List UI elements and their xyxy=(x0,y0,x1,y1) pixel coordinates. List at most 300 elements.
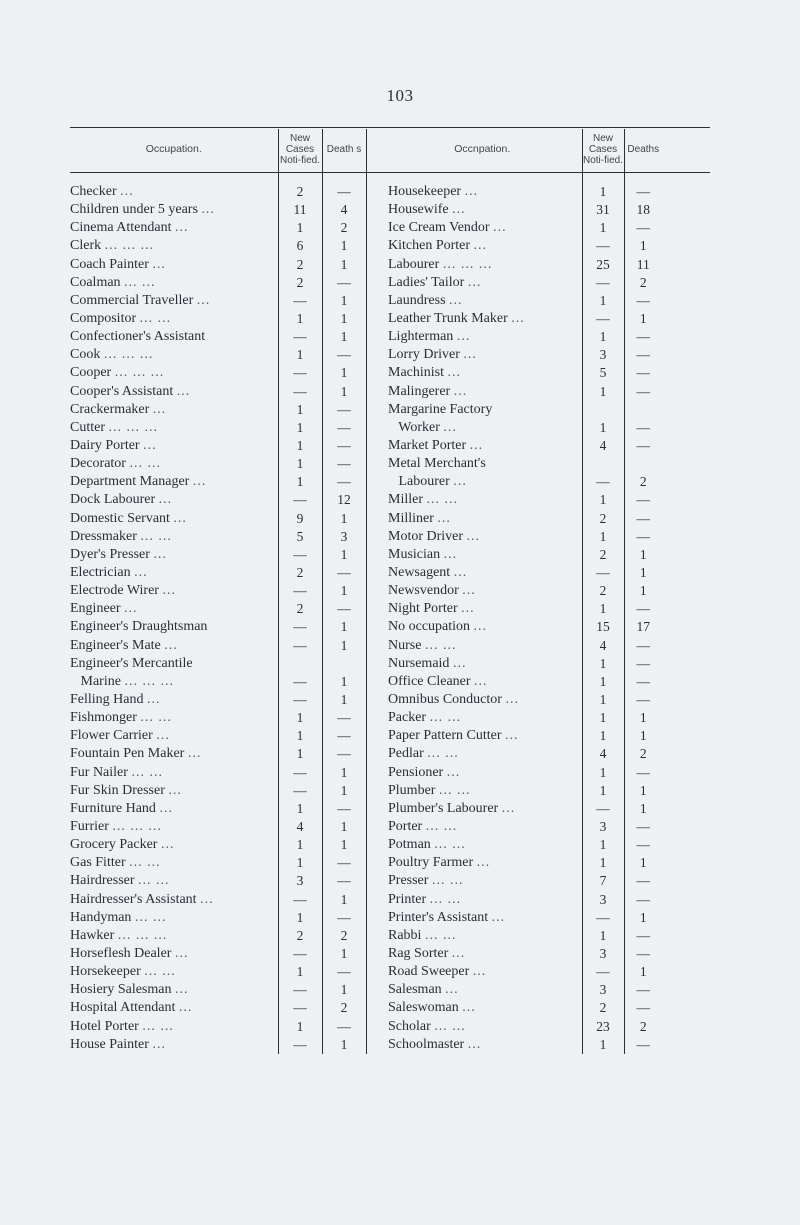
deaths-right: — xyxy=(624,219,662,237)
leader-dots: ... xyxy=(452,202,466,218)
deaths-left: 12 xyxy=(322,491,366,509)
deaths-right: — xyxy=(624,890,662,908)
new-cases-left: — xyxy=(278,328,322,346)
column-gap xyxy=(366,1036,383,1054)
deaths-left: 1 xyxy=(322,256,366,274)
occupation-right xyxy=(383,927,582,945)
occupation-name: Ice Cream Vendor xyxy=(388,220,490,236)
occupation-name: Plumber xyxy=(388,782,436,798)
leader-dots: ... xyxy=(159,800,173,816)
occupation-name: Potman xyxy=(388,837,431,853)
trailing-cell xyxy=(662,745,710,763)
new-cases-left: 1 xyxy=(278,963,322,981)
new-cases-left: 3 xyxy=(278,872,322,890)
occupation-name: Printer xyxy=(388,891,427,907)
deaths-right: — xyxy=(624,927,662,945)
deaths-right: 1 xyxy=(624,237,662,255)
occupation-name: Printer's Assistant xyxy=(388,909,489,925)
occupation-right xyxy=(383,890,582,908)
leader-dots: ... xyxy=(201,202,215,218)
trailing-cell xyxy=(662,173,710,202)
deaths-left: 1 xyxy=(322,383,366,401)
occupation-name: Crackermaker xyxy=(70,401,150,417)
new-cases-left: 2 xyxy=(278,173,322,202)
occupation-right xyxy=(383,173,582,202)
deaths-left: — xyxy=(322,600,366,618)
new-cases-right: 1 xyxy=(582,173,624,202)
new-cases-left: 2 xyxy=(278,564,322,582)
leader-dots: ... xyxy=(153,546,167,562)
column-gap xyxy=(366,890,383,908)
occupation-right xyxy=(383,437,582,455)
deaths-right: — xyxy=(624,292,662,310)
new-cases-right: 2 xyxy=(582,546,624,564)
new-cases-right: 3 xyxy=(582,346,624,364)
trailing-cell xyxy=(662,1036,710,1054)
column-gap xyxy=(366,618,383,636)
occupation-name: Lorry Driver xyxy=(388,347,460,363)
occupation-right xyxy=(383,637,582,655)
new-cases-right: — xyxy=(582,310,624,328)
new-cases-right: 1 xyxy=(582,691,624,709)
new-cases-right xyxy=(582,455,624,473)
leader-dots: ... xyxy=(124,601,138,617)
leader-dots: ... xyxy=(511,311,525,327)
deaths-right: 1 xyxy=(624,800,662,818)
leader-dots: ... ... xyxy=(427,746,459,762)
table-row xyxy=(70,173,710,202)
column-gap xyxy=(366,564,383,582)
occupation-name: Electrode Wirer xyxy=(70,583,159,599)
occupation-name: Newsagent xyxy=(388,565,451,581)
deaths-right: — xyxy=(624,510,662,528)
occupation-left xyxy=(70,237,278,255)
occupation-name: Housekeeper xyxy=(388,184,462,200)
deaths-right: — xyxy=(624,818,662,836)
new-cases-left: 1 xyxy=(278,836,322,854)
new-cases-left: 2 xyxy=(278,274,322,292)
table-row xyxy=(70,709,710,727)
occupation-name: Metal Merchant's xyxy=(388,456,486,472)
table-row xyxy=(70,274,710,292)
occupation-name: Office Cleaner xyxy=(388,673,471,689)
deaths-left: 1 xyxy=(322,890,366,908)
table-row xyxy=(70,582,710,600)
occupation-left xyxy=(70,655,278,673)
occupation-name: Milliner xyxy=(388,510,434,526)
leader-dots: ... xyxy=(491,909,506,925)
column-gap xyxy=(366,346,383,364)
occupation-name: Horsekeeper xyxy=(70,964,141,980)
leader-dots: ... xyxy=(196,292,211,308)
new-cases-right: 1 xyxy=(582,528,624,546)
new-cases-right: 1 xyxy=(582,727,624,745)
column-gap xyxy=(366,945,383,963)
occupation-right xyxy=(383,292,582,310)
table-row xyxy=(70,600,710,618)
leader-dots: ... ... xyxy=(434,837,466,853)
trailing-cell xyxy=(662,999,710,1017)
table-row xyxy=(70,1036,710,1054)
table-row xyxy=(70,655,710,673)
occupation-right xyxy=(383,836,582,854)
new-cases-right: 25 xyxy=(582,256,624,274)
occupation-name: Malingerer xyxy=(388,383,451,399)
occupation-name: Horseflesh Dealer xyxy=(70,945,172,961)
deaths-left: 1 xyxy=(322,1036,366,1054)
column-gap xyxy=(366,655,383,673)
occupation-left xyxy=(70,872,278,890)
occupation-left xyxy=(70,383,278,401)
header-new-cases-left: New Cases Noti-fied. xyxy=(278,129,322,173)
column-gap xyxy=(366,727,383,745)
deaths-left: 1 xyxy=(322,364,366,382)
occupation-left xyxy=(70,364,278,382)
deaths-left: 1 xyxy=(322,818,366,836)
leader-dots: ... xyxy=(120,184,134,200)
occupation-left xyxy=(70,727,278,745)
leader-dots: ... xyxy=(174,220,189,236)
trailing-cell xyxy=(662,945,710,963)
occupation-name: Dressmaker xyxy=(70,528,137,544)
trailing-cell xyxy=(662,364,710,382)
trailing-cell xyxy=(662,491,710,509)
new-cases-left: 1 xyxy=(278,800,322,818)
leader-dots: ... xyxy=(453,383,468,399)
new-cases-left: — xyxy=(278,364,322,382)
occupation-name: Hotel Porter xyxy=(70,1018,139,1034)
trailing-cell xyxy=(662,963,710,981)
occupation-name: Engineer's Mate xyxy=(70,637,161,653)
trailing-cell xyxy=(662,346,710,364)
occupation-left xyxy=(70,637,278,655)
occupation-right xyxy=(383,219,582,237)
occupation-right xyxy=(383,491,582,509)
trailing-cell xyxy=(662,274,710,292)
column-gap xyxy=(366,219,383,237)
leader-dots: ... xyxy=(476,855,491,871)
leader-dots: ... xyxy=(467,1036,482,1052)
leader-dots: ... xyxy=(168,782,182,798)
table-row xyxy=(70,292,710,310)
column-gap xyxy=(366,201,383,219)
occupation-name: Domestic Servant xyxy=(70,510,170,526)
table-row xyxy=(70,764,710,782)
column-gap xyxy=(366,999,383,1017)
deaths-right: 1 xyxy=(624,546,662,564)
occupation-left xyxy=(70,419,278,437)
occupation-name: Nursemaid xyxy=(388,655,450,671)
deaths-left: 4 xyxy=(322,201,366,219)
new-cases-left xyxy=(278,655,322,673)
deaths-right: — xyxy=(624,328,662,346)
new-cases-left: — xyxy=(278,1036,322,1054)
new-cases-right: 2 xyxy=(582,999,624,1017)
deaths-left: — xyxy=(322,473,366,491)
new-cases-right: 1 xyxy=(582,419,624,437)
occupation-right xyxy=(383,655,582,673)
occupation-name: Poultry Farmer xyxy=(388,855,474,871)
column-gap xyxy=(366,546,383,564)
occupation-right xyxy=(383,691,582,709)
occupation-left xyxy=(70,764,278,782)
trailing-cell xyxy=(662,383,710,401)
new-cases-right: 3 xyxy=(582,890,624,908)
deaths-left xyxy=(322,655,366,673)
leader-dots: ... xyxy=(156,728,170,744)
deaths-left: 1 xyxy=(322,618,366,636)
leader-dots: ... xyxy=(160,837,175,853)
deaths-left: 1 xyxy=(322,310,366,328)
occupation-left xyxy=(70,219,278,237)
table-row xyxy=(70,219,710,237)
new-cases-left: 1 xyxy=(278,437,322,455)
deaths-left: 2 xyxy=(322,999,366,1017)
occupation-right xyxy=(383,909,582,927)
occupation-right xyxy=(383,528,582,546)
column-gap xyxy=(366,927,383,945)
occupation-right xyxy=(383,346,582,364)
deaths-right xyxy=(624,401,662,419)
occupation-left xyxy=(70,1017,278,1035)
table-row xyxy=(70,437,710,455)
deaths-left: — xyxy=(322,709,366,727)
occupation-left xyxy=(70,401,278,419)
deaths-right: 2 xyxy=(624,274,662,292)
new-cases-left: 2 xyxy=(278,927,322,945)
occupation-name: Fishmonger xyxy=(70,710,137,726)
leader-dots: ... ... xyxy=(129,456,161,472)
occupation-name: No occupation xyxy=(388,619,471,635)
occupation-left xyxy=(70,455,278,473)
header-deaths-left: Death s xyxy=(322,129,366,173)
table-row xyxy=(70,927,710,945)
deaths-left: — xyxy=(322,745,366,763)
deaths-left: 1 xyxy=(322,764,366,782)
column-gap xyxy=(366,909,383,927)
occupation-name: Hawker xyxy=(70,927,115,943)
leader-dots: ... ... ... xyxy=(103,347,154,363)
trailing-cell xyxy=(662,981,710,999)
new-cases-right: 3 xyxy=(582,981,624,999)
deaths-left: — xyxy=(322,909,366,927)
new-cases-left: 1 xyxy=(278,419,322,437)
occupation-right xyxy=(383,800,582,818)
column-gap xyxy=(366,510,383,528)
new-cases-left: 1 xyxy=(278,401,322,419)
leader-dots: ... xyxy=(447,365,461,381)
table-row xyxy=(70,1017,710,1035)
leader-dots: ... ... xyxy=(124,274,156,290)
table-row xyxy=(70,346,710,364)
leader-dots: ... ... xyxy=(140,710,172,726)
trailing-cell xyxy=(662,764,710,782)
leader-dots: ... xyxy=(192,474,207,490)
leader-dots: ... xyxy=(446,764,461,780)
new-cases-left: 1 xyxy=(278,854,322,872)
occupation-right xyxy=(383,328,582,346)
occupation-left xyxy=(70,854,278,872)
occupation-left xyxy=(70,945,278,963)
occupation-name: Hosiery Salesman xyxy=(70,982,172,998)
occupation-right xyxy=(383,782,582,800)
occupation-name: Cooper's Assistant xyxy=(70,383,174,399)
occupation-right xyxy=(383,582,582,600)
occupation-left xyxy=(70,274,278,292)
leader-dots: ... ... xyxy=(424,637,457,653)
trailing-cell xyxy=(662,201,710,219)
occupation-right xyxy=(383,1036,582,1054)
column-gap xyxy=(366,600,383,618)
table-row xyxy=(70,854,710,872)
occupation-name: Pensioner xyxy=(388,764,444,780)
column-gap xyxy=(366,256,383,274)
table-row xyxy=(70,872,710,890)
table-row xyxy=(70,401,710,419)
occupation-right xyxy=(383,383,582,401)
occupation-name: Decorator xyxy=(70,456,126,472)
new-cases-left: 1 xyxy=(278,219,322,237)
leader-dots: ... xyxy=(443,419,457,435)
new-cases-right: 31 xyxy=(582,201,624,219)
column-gap xyxy=(366,872,383,890)
deaths-left: 1 xyxy=(322,691,366,709)
trailing-cell xyxy=(662,709,710,727)
occupation-left xyxy=(70,582,278,600)
leader-dots: ... xyxy=(452,655,467,671)
occupation-left xyxy=(70,691,278,709)
occupation-name: Packer xyxy=(388,710,427,726)
column-gap xyxy=(366,981,383,999)
table-row xyxy=(70,800,710,818)
new-cases-right: 3 xyxy=(582,945,624,963)
deaths-right: — xyxy=(624,173,662,202)
leader-dots: ... xyxy=(501,800,516,816)
new-cases-right: — xyxy=(582,564,624,582)
deaths-left: 1 xyxy=(322,782,366,800)
deaths-left: 2 xyxy=(322,219,366,237)
column-gap xyxy=(366,800,383,818)
occupation-left xyxy=(70,981,278,999)
table-row xyxy=(70,999,710,1017)
leader-dots: ... ... xyxy=(139,311,172,327)
new-cases-right: 1 xyxy=(582,836,624,854)
occupation-name: Grocery Packer xyxy=(70,837,158,853)
occupation-name: Hospital Attendant xyxy=(70,1000,176,1016)
leader-dots: ... xyxy=(152,1036,166,1052)
new-cases-left: 1 xyxy=(278,310,322,328)
top-rule xyxy=(70,127,710,128)
leader-dots: ... ... xyxy=(144,964,176,980)
table-row xyxy=(70,564,710,582)
trailing-cell xyxy=(662,800,710,818)
deaths-left: — xyxy=(322,872,366,890)
trailing-cell xyxy=(662,328,710,346)
deaths-right: 11 xyxy=(624,256,662,274)
column-gap xyxy=(366,745,383,763)
trailing-cell xyxy=(662,437,710,455)
table-row xyxy=(70,528,710,546)
occupation-left xyxy=(70,673,278,691)
trailing-cell xyxy=(662,691,710,709)
leader-dots: ... ... ... xyxy=(117,927,168,943)
new-cases-left: 6 xyxy=(278,237,322,255)
new-cases-right: 15 xyxy=(582,618,624,636)
column-gap xyxy=(366,1017,383,1035)
leader-dots: ... ... xyxy=(138,873,170,889)
column-gap xyxy=(366,173,383,202)
trailing-cell xyxy=(662,546,710,564)
new-cases-right: 1 xyxy=(582,328,624,346)
occupation-name: Kitchen Porter xyxy=(388,238,471,254)
deaths-left: — xyxy=(322,800,366,818)
deaths-right: 1 xyxy=(624,909,662,927)
new-cases-left: 2 xyxy=(278,256,322,274)
leader-dots: ... xyxy=(174,945,189,961)
table-row xyxy=(70,836,710,854)
leader-dots: ... xyxy=(158,492,173,508)
leader-dots: ... xyxy=(467,274,482,290)
trailing-cell xyxy=(662,854,710,872)
occupation-name: Margarine Factory xyxy=(388,401,493,417)
header-trailing xyxy=(662,129,710,173)
deaths-left: — xyxy=(322,173,366,202)
new-cases-left: — xyxy=(278,491,322,509)
occupation-name: Labourer xyxy=(388,474,450,490)
leader-dots: ... ... xyxy=(424,927,457,943)
deaths-left: 1 xyxy=(322,981,366,999)
new-cases-left: — xyxy=(278,383,322,401)
new-cases-right: 1 xyxy=(582,219,624,237)
occupation-left xyxy=(70,709,278,727)
table-row xyxy=(70,256,710,274)
occupation-name: Clerk xyxy=(70,238,102,254)
occupation-name: Coach Painter xyxy=(70,256,149,272)
table-row xyxy=(70,818,710,836)
leader-dots: ... ... xyxy=(438,782,471,798)
leader-dots: ... xyxy=(443,546,458,562)
occupation-left xyxy=(70,909,278,927)
leader-dots: ... xyxy=(456,329,471,345)
table-row xyxy=(70,237,710,255)
table-row xyxy=(70,909,710,927)
occupation-right xyxy=(383,364,582,382)
leader-dots: ... xyxy=(162,583,176,599)
leader-dots: ... xyxy=(505,692,519,707)
deaths-left: — xyxy=(322,1017,366,1035)
occupation-left xyxy=(70,782,278,800)
new-cases-right: 1 xyxy=(582,1036,624,1054)
trailing-cell xyxy=(662,510,710,528)
leader-dots: ... xyxy=(462,1000,476,1016)
trailing-cell xyxy=(662,292,710,310)
occupation-name: Paper Pattern Cutter xyxy=(388,728,502,744)
deaths-right: — xyxy=(624,528,662,546)
occupation-right xyxy=(383,274,582,292)
column-gap xyxy=(366,383,383,401)
trailing-cell xyxy=(662,310,710,328)
column-gap xyxy=(366,782,383,800)
table-row xyxy=(70,383,710,401)
deaths-right: — xyxy=(624,981,662,999)
new-cases-left: 1 xyxy=(278,455,322,473)
new-cases-left: 1 xyxy=(278,745,322,763)
occupation-left xyxy=(70,346,278,364)
leader-dots: ... ... ... xyxy=(442,256,493,272)
occupation-right xyxy=(383,854,582,872)
occupation-name: Schoolmaster xyxy=(388,1036,465,1052)
new-cases-right: 2 xyxy=(582,582,624,600)
